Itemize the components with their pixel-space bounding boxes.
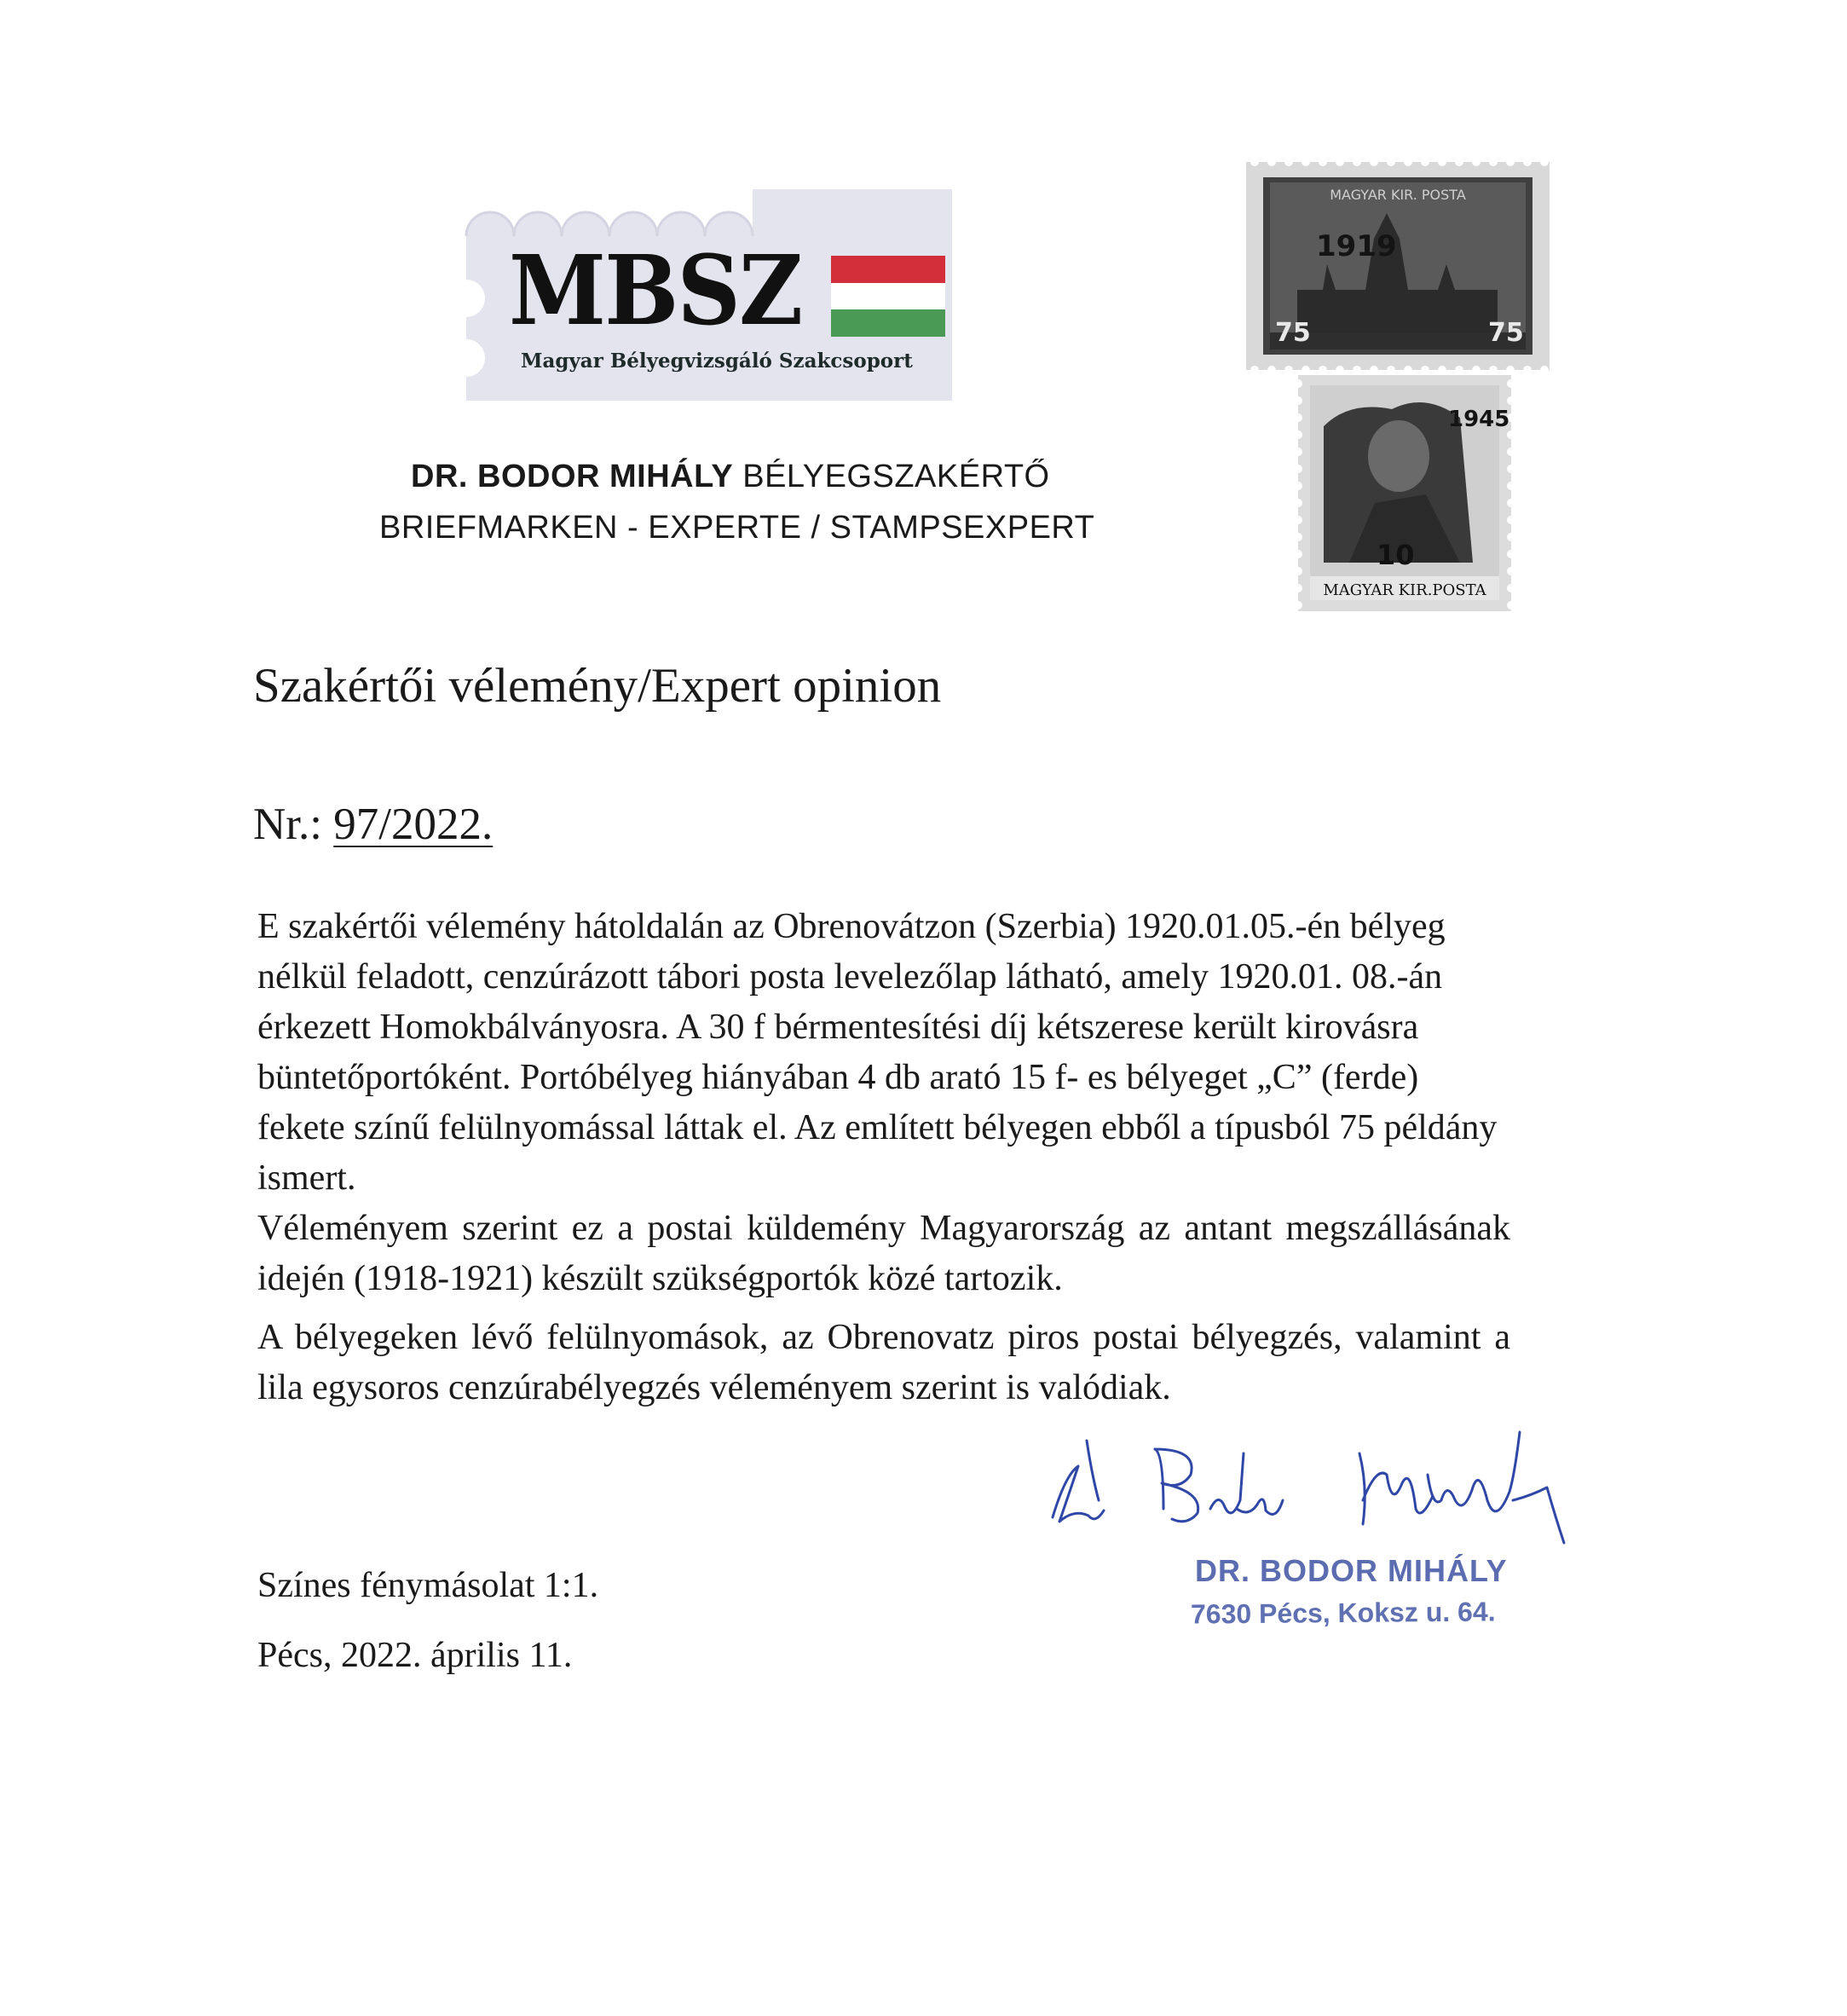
expert-name: DR. BODOR MIHÁLY bbox=[411, 459, 734, 494]
stamp-10-value: 10 bbox=[1377, 539, 1415, 571]
number-value: 97/2022. bbox=[333, 800, 493, 849]
stamp-75-value-left: 75 bbox=[1275, 318, 1311, 348]
opinion-paragraph-3: A bélyegeken lévő felülnyomások, az Obrenovatz piros postai bélyegzés, valamint a lila egysoros cenzúrabélyegzés véleményem szerint is valódiak. bbox=[257, 1318, 1510, 1407]
logo-wordmark: MBSZ bbox=[509, 235, 802, 347]
stamp-75-overprint-year: 1919 bbox=[1316, 229, 1397, 263]
stamp-75 bbox=[1246, 162, 1550, 370]
expert-title-line bbox=[411, 459, 1050, 495]
stamp-75-value-right: 75 bbox=[1488, 318, 1524, 348]
hungarian-flag bbox=[831, 256, 945, 337]
seal-name: DR. BODOR MIHÁLY bbox=[1195, 1553, 1508, 1588]
stamp-10 bbox=[1298, 375, 1511, 611]
seal-address: 7630 Pécs, Koksz u. 64. bbox=[1190, 1596, 1496, 1630]
handwritten-signature bbox=[1036, 1415, 1590, 1551]
document-title: Szakértői vélemény/Expert opinion bbox=[253, 659, 942, 713]
stamp-75-header: MAGYAR KIR. POSTA bbox=[1330, 187, 1466, 203]
copy-note: Színes fénymásolat 1:1. bbox=[257, 1566, 599, 1605]
stamp-10-footer: MAGYAR KIR.POSTA bbox=[1323, 581, 1486, 599]
stamp-10-overprint-year: 1945 bbox=[1448, 407, 1510, 432]
number-label: Nr.: bbox=[253, 800, 334, 849]
document-number bbox=[253, 799, 493, 850]
opinion-paragraph-2: Véleményem szerint ez a postai küldemény Magyarország az antant megszállásának idején (1918-1921) készült szükségportók közé tartozik. bbox=[257, 1209, 1510, 1298]
place-date: Pécs, 2022. április 11. bbox=[257, 1636, 573, 1675]
expert-role: BÉLYEGSZAKÉRTŐ bbox=[733, 459, 1050, 494]
opinion-paragraph-1: E szakértői vélemény hátoldalán az Obrenovátzon (Szerbia) 1920.01.05.-én bélyeg nélkül feladott, cenzúrázott tábori posta levelezőlap látható, amely 1920.01. 08.-án érkezett Homokbálványosra. A 30 f bérmentesítési díj kétszerese került kirovásra büntetőportóként. Portóbélyeg hiányában 4 db arató 15 f- es bélyeget „C” (ferde) fekete színű felülnyomással láttak el. Az említett bélyegen ebből a típusból 75 példány ismert. bbox=[257, 907, 1498, 1198]
mbsz-logo bbox=[458, 189, 952, 401]
opinion-body bbox=[257, 902, 1510, 1413]
expert-role-translation: BRIEFMARKEN - EXPERTE / STAMPSEXPERT bbox=[379, 510, 1095, 546]
logo-subtitle: Magyar Bélyegvizsgáló Szakcsoport bbox=[521, 349, 913, 373]
